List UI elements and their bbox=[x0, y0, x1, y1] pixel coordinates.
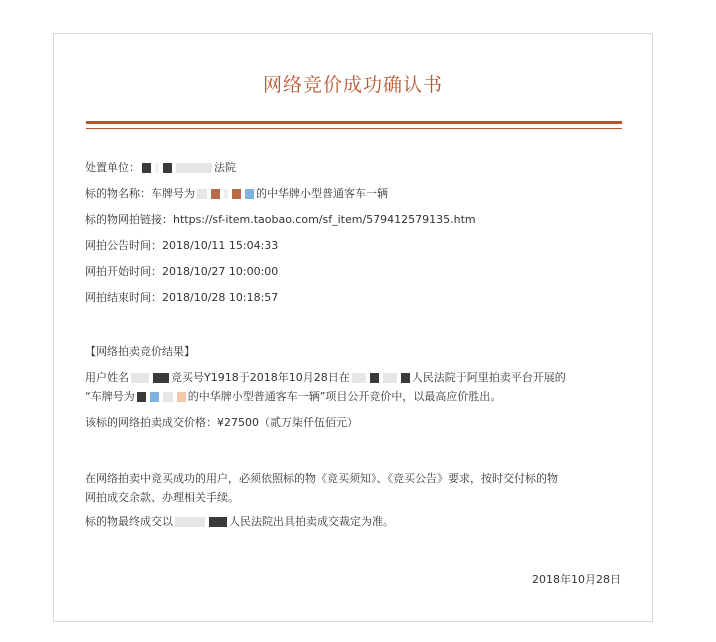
item-name-label: 标的物名称： bbox=[85, 187, 151, 200]
announce-time-label: 网拍公告时间： bbox=[85, 239, 162, 252]
item-name-suffix: 的中华牌小型普通客车一辆 bbox=[256, 187, 388, 200]
item-name-line bbox=[85, 187, 388, 201]
start-time-value: 2018/10/27 10:00:00 bbox=[162, 265, 279, 278]
notice-line-3 bbox=[85, 515, 394, 529]
redaction-block bbox=[383, 373, 397, 383]
redaction-block bbox=[153, 373, 169, 383]
document-title: 网络竞价成功确认书 bbox=[262, 74, 443, 96]
result-line-1-mid: 竞买号Y1918于2018年10月28日在 bbox=[171, 371, 350, 384]
result-heading: 【网络拍卖竞价结果】 bbox=[85, 345, 195, 358]
disposal-unit-line bbox=[85, 161, 236, 175]
end-time-label: 网拍结束时间： bbox=[85, 291, 162, 304]
start-time-label: 网拍开始时间： bbox=[85, 265, 162, 278]
redaction-block bbox=[155, 163, 159, 173]
redaction-block bbox=[224, 189, 228, 199]
result-price-line: 该标的网络拍卖成交价格：¥27500（贰万柒仟伍佰元） bbox=[85, 416, 358, 429]
notice-line-1: 在网络拍卖中竞买成功的用户，必须依照标的物《竞买须知》、《竞买公告》要求，按时交付标的物 bbox=[85, 472, 558, 485]
redaction-block bbox=[232, 189, 241, 199]
disposal-unit-label: 处置单位： bbox=[85, 161, 140, 174]
notice-line-3-prefix: 标的物最终成交以 bbox=[85, 515, 173, 528]
start-time-line bbox=[85, 265, 278, 279]
redaction-block bbox=[197, 189, 207, 199]
redaction-block bbox=[176, 163, 212, 173]
redaction-block bbox=[142, 163, 151, 173]
redaction-block bbox=[150, 392, 159, 402]
end-time-value: 2018/10/28 10:18:57 bbox=[162, 291, 279, 304]
result-line-2 bbox=[85, 390, 501, 404]
redaction-block bbox=[175, 517, 205, 527]
item-link-line bbox=[85, 213, 476, 227]
announce-time-value: 2018/10/11 15:04:33 bbox=[162, 239, 279, 252]
redaction-block bbox=[352, 373, 366, 383]
document-date: 2018年10月28日 bbox=[532, 573, 621, 586]
redaction-block bbox=[245, 189, 254, 199]
item-link-url[interactable]: https://sf-item.taobao.com/sf_item/579412579135.htm bbox=[173, 213, 476, 226]
redaction-block bbox=[177, 392, 186, 402]
title-divider-thick bbox=[86, 121, 622, 124]
redaction-block bbox=[163, 163, 172, 173]
redaction-block bbox=[401, 373, 410, 383]
redaction-block bbox=[137, 392, 146, 402]
item-name-prefix: 车牌号为 bbox=[151, 187, 195, 200]
disposal-unit-value-tail: 法院 bbox=[214, 161, 236, 174]
item-link-label: 标的物网拍链接： bbox=[85, 213, 173, 226]
redaction-block bbox=[163, 392, 173, 402]
title-divider-thin bbox=[86, 128, 622, 129]
redaction-block bbox=[211, 189, 220, 199]
result-line-2-mid: 的中华牌小型普通客车一辆”项目公开竞价中，以最高应价胜出。 bbox=[187, 390, 502, 403]
announce-time-line bbox=[85, 239, 278, 253]
notice-line-3-suffix: 人民法院出具拍卖成交裁定为准。 bbox=[229, 515, 394, 528]
redaction-block bbox=[370, 373, 379, 383]
end-time-line bbox=[85, 291, 278, 305]
result-line-2-prefix: “车牌号为 bbox=[85, 390, 135, 403]
result-line-1-suffix: 人民法院于阿里拍卖平台开展的 bbox=[411, 371, 566, 384]
result-line-1-prefix: 用户姓名 bbox=[85, 371, 129, 384]
notice-line-2: 网拍成交余款、办理相关手续。 bbox=[85, 491, 239, 504]
redaction-block bbox=[131, 373, 149, 383]
redaction-block bbox=[209, 517, 227, 527]
confirmation-document bbox=[53, 33, 653, 622]
result-line-1 bbox=[85, 371, 566, 385]
